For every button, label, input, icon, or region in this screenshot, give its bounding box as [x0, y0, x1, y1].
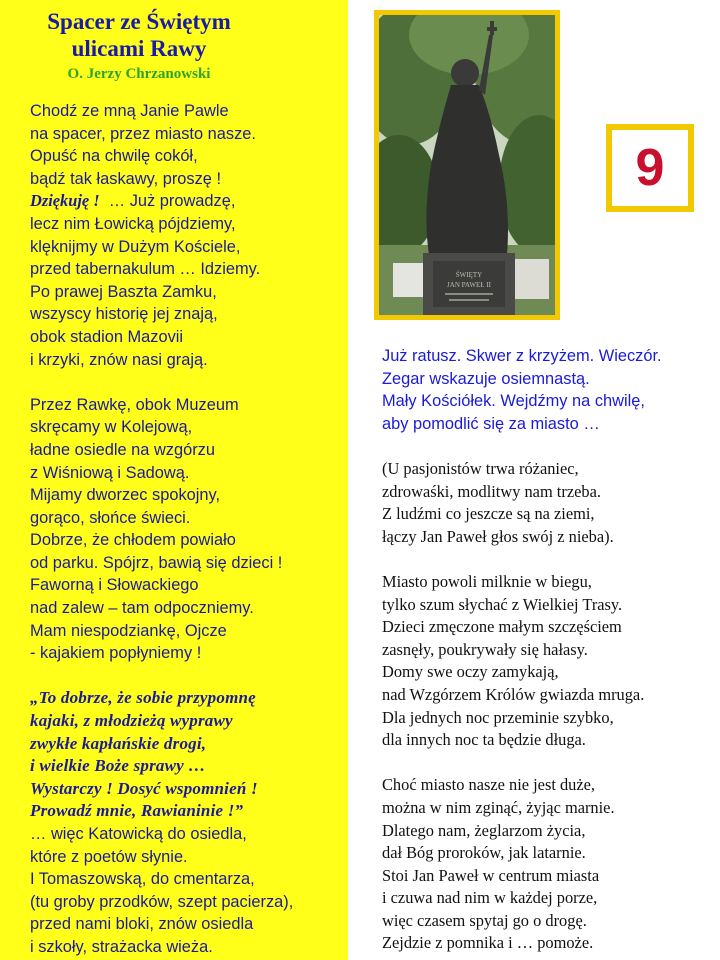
- author-name: O. Jerzy Chrzanowski: [67, 66, 211, 82]
- poem-line: z Wiśniową i Sadową.: [30, 463, 190, 482]
- quote-line: zwykłe kapłańskie drogi,: [30, 733, 207, 753]
- poem-line: i szkoły, strażacka wieża.: [30, 937, 213, 956]
- quote-line: „To dobrze, że sobie przypomnę: [30, 688, 256, 708]
- right-blue-stanza: [382, 345, 720, 435]
- poem-line: [30, 190, 348, 213]
- stanza-2: [30, 394, 348, 665]
- poem-line: klęknijmy w Dużym Kościele,: [30, 237, 241, 256]
- poem-line: zasnęły, poukrywały się hałasy.: [382, 639, 588, 659]
- poem-line: przed tabernakulum … Idziemy.: [30, 260, 261, 279]
- poem-line: Zegar wskazuje osiemnastą.: [382, 369, 590, 388]
- poem-line: (U pasjonistów trwa różaniec,: [382, 459, 579, 478]
- title-line-2: ulicami Rawy: [71, 36, 207, 61]
- poem-line: Dobrze, że chłodem powiało: [30, 531, 236, 550]
- page-title: [0, 8, 278, 62]
- page-number-box: [606, 124, 694, 212]
- quote-line: kajaki, z młodzieżą wyprawy: [30, 711, 233, 731]
- poem-line: Dlatego nam, żeglarzom życia,: [382, 820, 586, 840]
- poem-line: Dla jednych noc przeminie szybko,: [382, 707, 614, 727]
- plaque-line-1: ŚWIĘTY: [455, 271, 483, 279]
- poem-line: można w nim zginąć, żyjąc marnie.: [382, 797, 615, 817]
- right-poem: [382, 458, 720, 955]
- poem-line: Mijamy dworzec spokojny,: [30, 486, 221, 505]
- poem-line: nad Wzgórzem Królów gwiazda mruga.: [382, 684, 645, 704]
- emphasis-text: Dziękuję !: [30, 191, 100, 211]
- poem-line: więc czasem spytaj go o drogę.: [382, 910, 587, 930]
- poem-line: Dzieci zmęczone małym szczęściem: [382, 617, 622, 637]
- poem-line: - kajakiem popłyniemy !: [30, 644, 202, 663]
- poem-line: gorąco, słońce świeci.: [30, 508, 191, 527]
- poem-line: Choć miasto nasze nie jest duże,: [382, 775, 596, 795]
- poem-line: dał Bóg proroków, jak latarnie.: [382, 843, 586, 863]
- left-poem: [30, 100, 348, 959]
- stanza-1: [30, 100, 348, 371]
- poem-line: Przez Rawkę, obok Muzeum: [30, 395, 239, 414]
- poem-line: skręcamy w Kolejową,: [30, 418, 193, 437]
- poem-line: bądź tak łaskawy, proszę !: [30, 169, 222, 188]
- poem-line: Domy swe oczy zamykają,: [382, 662, 559, 682]
- poem-line: i czuwa nad nim w każdej porze,: [382, 888, 598, 908]
- poem-line: Faworną i Słowackiego: [30, 576, 199, 595]
- poem-line: zdrowaśki, modlitwy nam trzeba.: [382, 481, 601, 501]
- poem-line: Stoi Jan Paweł w centrum miasta: [382, 865, 600, 885]
- quote-line: i wielkie Boże sprawy …: [30, 756, 206, 776]
- quote-line: Prowadź mnie, Rawianinie !”: [30, 801, 244, 821]
- quote-line: Wystarczy ! Dosyć wspomnień !: [30, 778, 258, 798]
- poem-line: obok stadion Mazovii: [30, 327, 184, 346]
- poem-line: Po prawej Baszta Zamku,: [30, 282, 217, 301]
- poem-line: (tu groby przodków, szept pacierza),: [30, 892, 294, 911]
- plaque-line-2: JAN PAWEŁ II: [447, 281, 491, 289]
- stanza-3: [30, 823, 348, 959]
- poem-line: przed nami bloki, znów osiedla: [30, 915, 254, 934]
- poem-line: Mały Kościółek. Wejdźmy na chwilę,: [382, 392, 645, 411]
- poem-line: Chodź ze mną Janie Pawle: [30, 102, 229, 120]
- poem-line: Miasto powoli milknie w biegu,: [382, 571, 592, 591]
- poem-line: … więc Katowicką do osiedla,: [30, 825, 247, 843]
- poem-line: które z poetów słynie.: [30, 847, 188, 866]
- page-number: 9: [635, 139, 665, 197]
- poem-line: Zejdzie z pomnika i … pomoże.: [382, 933, 594, 953]
- poem-line: na spacer, przez miasto nasze.: [30, 124, 256, 143]
- poem-line: lecz nim Łowicką pójdziemy,: [30, 214, 236, 233]
- poem-line: nad zalew – tam odpoczniemy.: [30, 599, 254, 618]
- quote-stanza: [30, 687, 348, 823]
- poem-line: wszyscy historię jej znają,: [30, 305, 218, 324]
- poem-line: aby pomodlić się za miasto …: [382, 414, 600, 433]
- poem-line: dla innych noc ta będzie długa.: [382, 730, 586, 750]
- title-line-1: Spacer ze Świętym: [47, 9, 231, 34]
- poem-line-rest: … Już prowadzę,: [108, 192, 236, 211]
- left-column: [0, 0, 348, 960]
- poem-line: ładne osiedle na wzgórzu: [30, 440, 215, 459]
- stanza-2: [382, 571, 720, 752]
- poem-line: i krzyki, znów nasi grają.: [30, 350, 208, 369]
- poem-line: Mam niespodziankę, Ojcze: [30, 621, 227, 640]
- stanza-3: [382, 774, 720, 955]
- poem-line: od parku. Spójrz, bawią się dzieci !: [30, 553, 283, 572]
- poem-line: łączy Jan Paweł głos swój z nieba).: [382, 526, 614, 546]
- poem-line: Z ludźmi co jeszcze są na ziemi,: [382, 504, 595, 524]
- poem-line: Już ratusz. Skwer z krzyżem. Wieczór.: [382, 347, 662, 365]
- stanza-1: [382, 458, 720, 548]
- monument-photo: [374, 10, 560, 320]
- statue-image: [379, 15, 555, 315]
- poem-line: tylko szum słychać z Wielkiej Trasy.: [382, 594, 623, 614]
- poem-line: I Tomaszowską, do cmentarza,: [30, 870, 255, 889]
- poem-line: Opuść na chwilę cokół,: [30, 147, 198, 166]
